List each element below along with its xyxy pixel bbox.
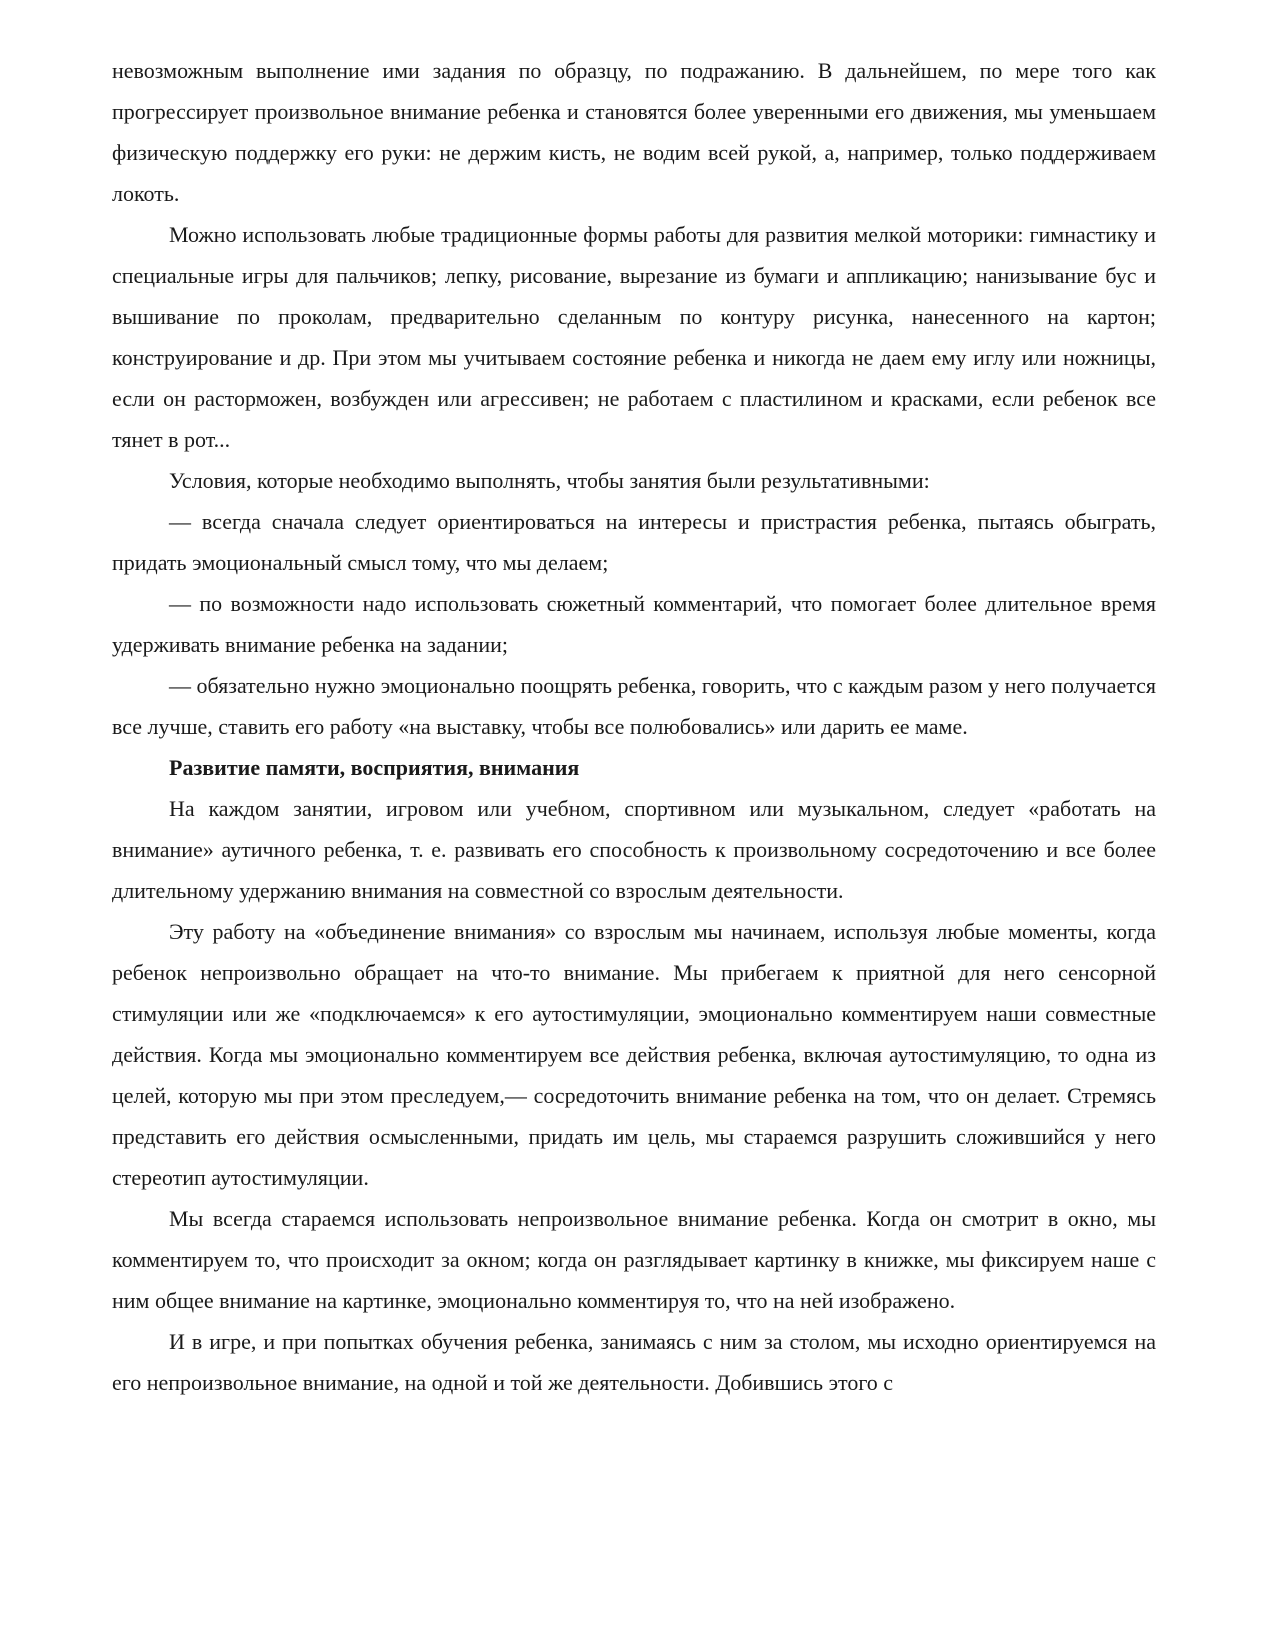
document-page [112,50,1156,1403]
paragraph-conditions: Условия, которые необходимо выполнять, чтобы занятия были результативными: [169,468,930,493]
list-item-commentary: — по возможности надо использовать сюжетный комментарий, что помогает более длительное время удерживать внимание ребенка на задании; [112,591,1156,657]
paragraph-play-learning: И в игре, и при попытках обучения ребенка, занимаясь с ним за столом, мы исходно ориентируемся на его непроизвольное внимание, на одной и той же деятельности. Добившись этого с [112,1329,1156,1395]
section-heading: Развитие памяти, восприятия, внимания [169,755,580,780]
paragraph-involuntary-attention: Мы всегда стараемся использовать непроизвольное внимание ребенка. Когда он смотрит в окно, мы комментируем то, что происходит за окном; когда он разглядывает картинку в книжке, мы фиксируем наше с ним общее внимание на картинке, эмоционально комментируя то, что на ней изображено. [112,1206,1156,1313]
paragraph-fine-motor: Можно использовать любые традиционные формы работы для развития мелкой моторики: гимнастику и специальные игры для пальчиков; лепку, рисование, вырезание из бумаги и аппликацию; нанизывание бус и вышивание по проколам, предварительно сделанным по контуру рисунка, нанесенного на картон; конструирование и др. При этом мы учитываем состояние ребенка и никогда не даем ему иглу или ножницы, если он расторможен, возбужден или агрессивен; не работаем с пластилином и красками, если ребенок все тянет в рот... [112,222,1156,452]
list-item-interests: — всегда сначала следует ориентироваться на интересы и пристрастия ребенка, пытаясь обыграть, придать эмоциональный смысл тому, что мы делаем; [112,509,1156,575]
paragraph-joint-attention: Эту работу на «объединение внимания» со взрослым мы начинаем, используя любые моменты, когда ребенок непроизвольно обращает на что-то внимание. Мы прибегаем к приятной для него сенсорной стимуляции или же «подключаемся» к его аутостимуляции, эмоционально комментируем наши совместные действия. Когда мы эмоционально комментируем все действия ребенка, включая аутостимуляцию, то одна из целей, которую мы при этом преследуем,— сосредоточить внимание ребенка на том, что он делает. Стремясь представить его действия осмысленными, придать им цель, мы стараемся разрушить сложившийся у него стереотип аутостимуляции. [112,919,1156,1190]
paragraph-continuation: невозможным выполнение ими задания по образцу, по подражанию. В дальнейшем, по мере того как прогрессирует произвольное внимание ребенка и становятся более уверенными его движения, мы уменьшаем физическую поддержку его руки: не держим кисть, не водим всей рукой, а, например, только поддерживаем локоть. [112,58,1156,206]
paragraph-attention: На каждом занятии, игровом или учебном, спортивном или музыкальном, следует «работать на внимание» аутичного ребенка, т. е. развивать его способность к произвольному сосредоточению и все более длительному удержанию внимания на совместной со взрослым деятельности. [112,796,1156,903]
list-item-encouragement: — обязательно нужно эмоционально поощрять ребенка, говорить, что с каждым разом у него получается все лучше, ставить его работу «на выставку, чтобы все полюбовались» или дарить ее маме. [112,673,1156,739]
